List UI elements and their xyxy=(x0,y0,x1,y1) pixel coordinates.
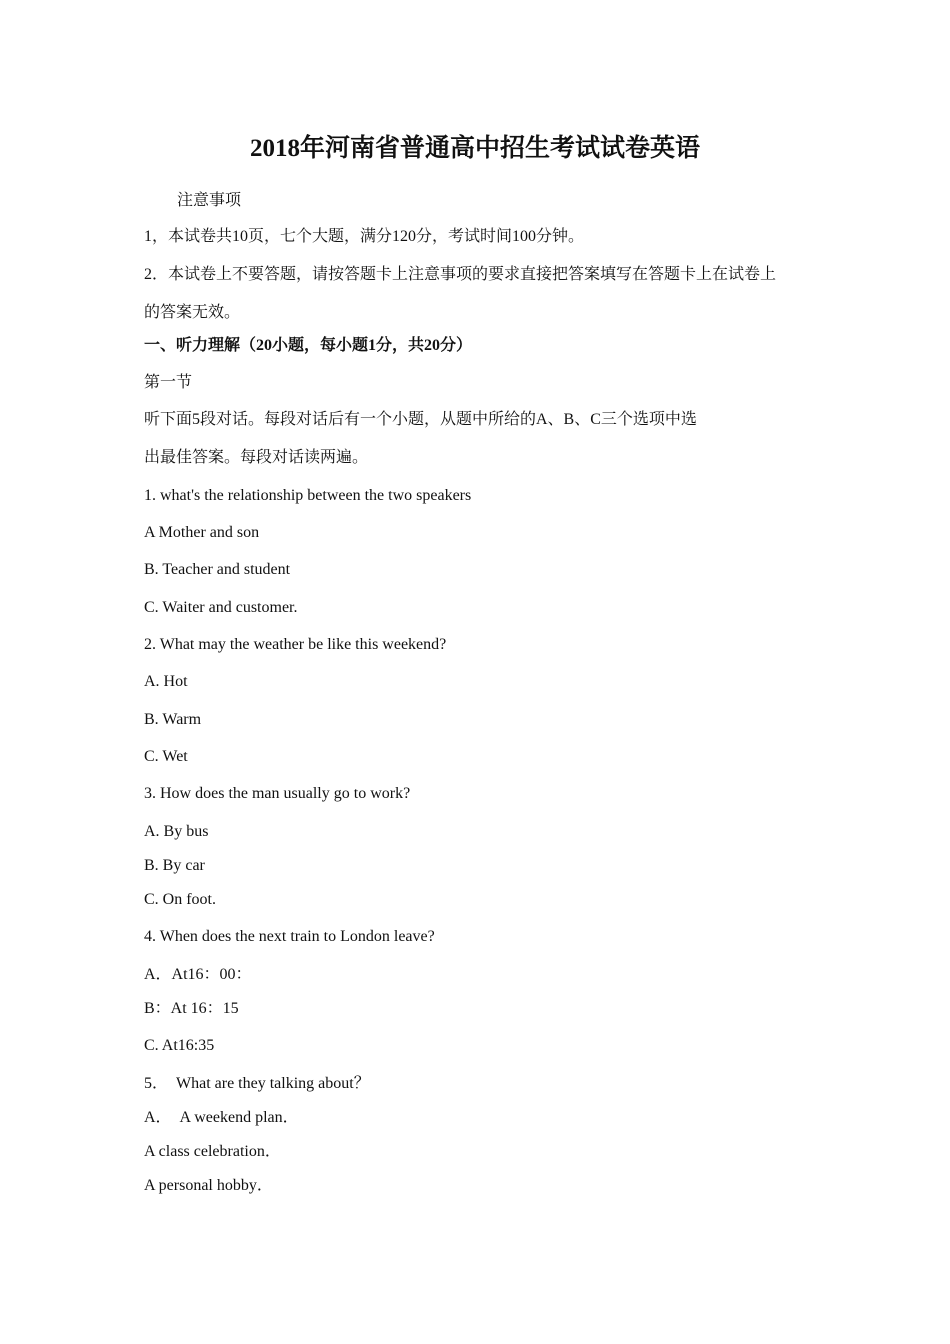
answer-option: A personal hobby． xyxy=(144,1177,273,1194)
answer-option: C. On foot. xyxy=(144,891,216,908)
answer-option: C. Waiter and customer. xyxy=(144,599,298,616)
answer-option: A. By bus xyxy=(144,823,209,840)
answer-option: C. At16:35 xyxy=(144,1037,215,1054)
part-heading: 第一节 xyxy=(144,374,193,391)
question-stem: 2. What may the weather be like this weekend? xyxy=(144,636,447,653)
answer-option: B. By car xyxy=(144,857,205,874)
question-stem: 5． What are they talking about？ xyxy=(144,1075,370,1092)
question-stem: 1. what's the relationship between the two speakers xyxy=(144,487,472,504)
section-heading: 一、听力理解（20小题，每小题1分，共20分） xyxy=(144,337,473,354)
answer-option: A class celebration． xyxy=(144,1143,281,1160)
exam-title: 2018年河南省普通高中招生考试试卷英语 xyxy=(249,135,700,162)
answer-option: B. Warm xyxy=(144,711,202,728)
answer-option: A． A weekend plan． xyxy=(144,1109,299,1126)
notice-item-2-line-2: 的答案无效。 xyxy=(144,304,241,321)
instruction-line-2: 出最佳答案。每段对话读两遍。 xyxy=(144,449,369,466)
answer-option: A．At16：00： xyxy=(144,966,252,983)
question-stem: 4. When does the next train to London leave? xyxy=(144,928,435,945)
answer-option: B：At 16：15 xyxy=(144,1000,239,1017)
question-stem: 3. How does the man usually go to work? xyxy=(144,785,411,802)
answer-option: B. Teacher and student xyxy=(144,561,291,578)
notice-heading: 注意事项 xyxy=(177,192,242,209)
answer-option: C. Wet xyxy=(144,748,188,765)
notice-item-2-line-1: 2．本试卷上不要答题，请按答题卡上注意事项的要求直接把答案填写在答题卡上在试卷上 xyxy=(144,266,777,283)
instruction-line-1: 听下面5段对话。每段对话后有一个小题，从题中所给的A、B、C三个选项中选 xyxy=(144,411,697,428)
notice-item-1: 1，本试卷共10页，七个大题，满分120分，考试时间100分钟。 xyxy=(144,228,585,245)
answer-option: A. Hot xyxy=(144,673,188,690)
answer-option: A Mother and son xyxy=(144,524,260,541)
